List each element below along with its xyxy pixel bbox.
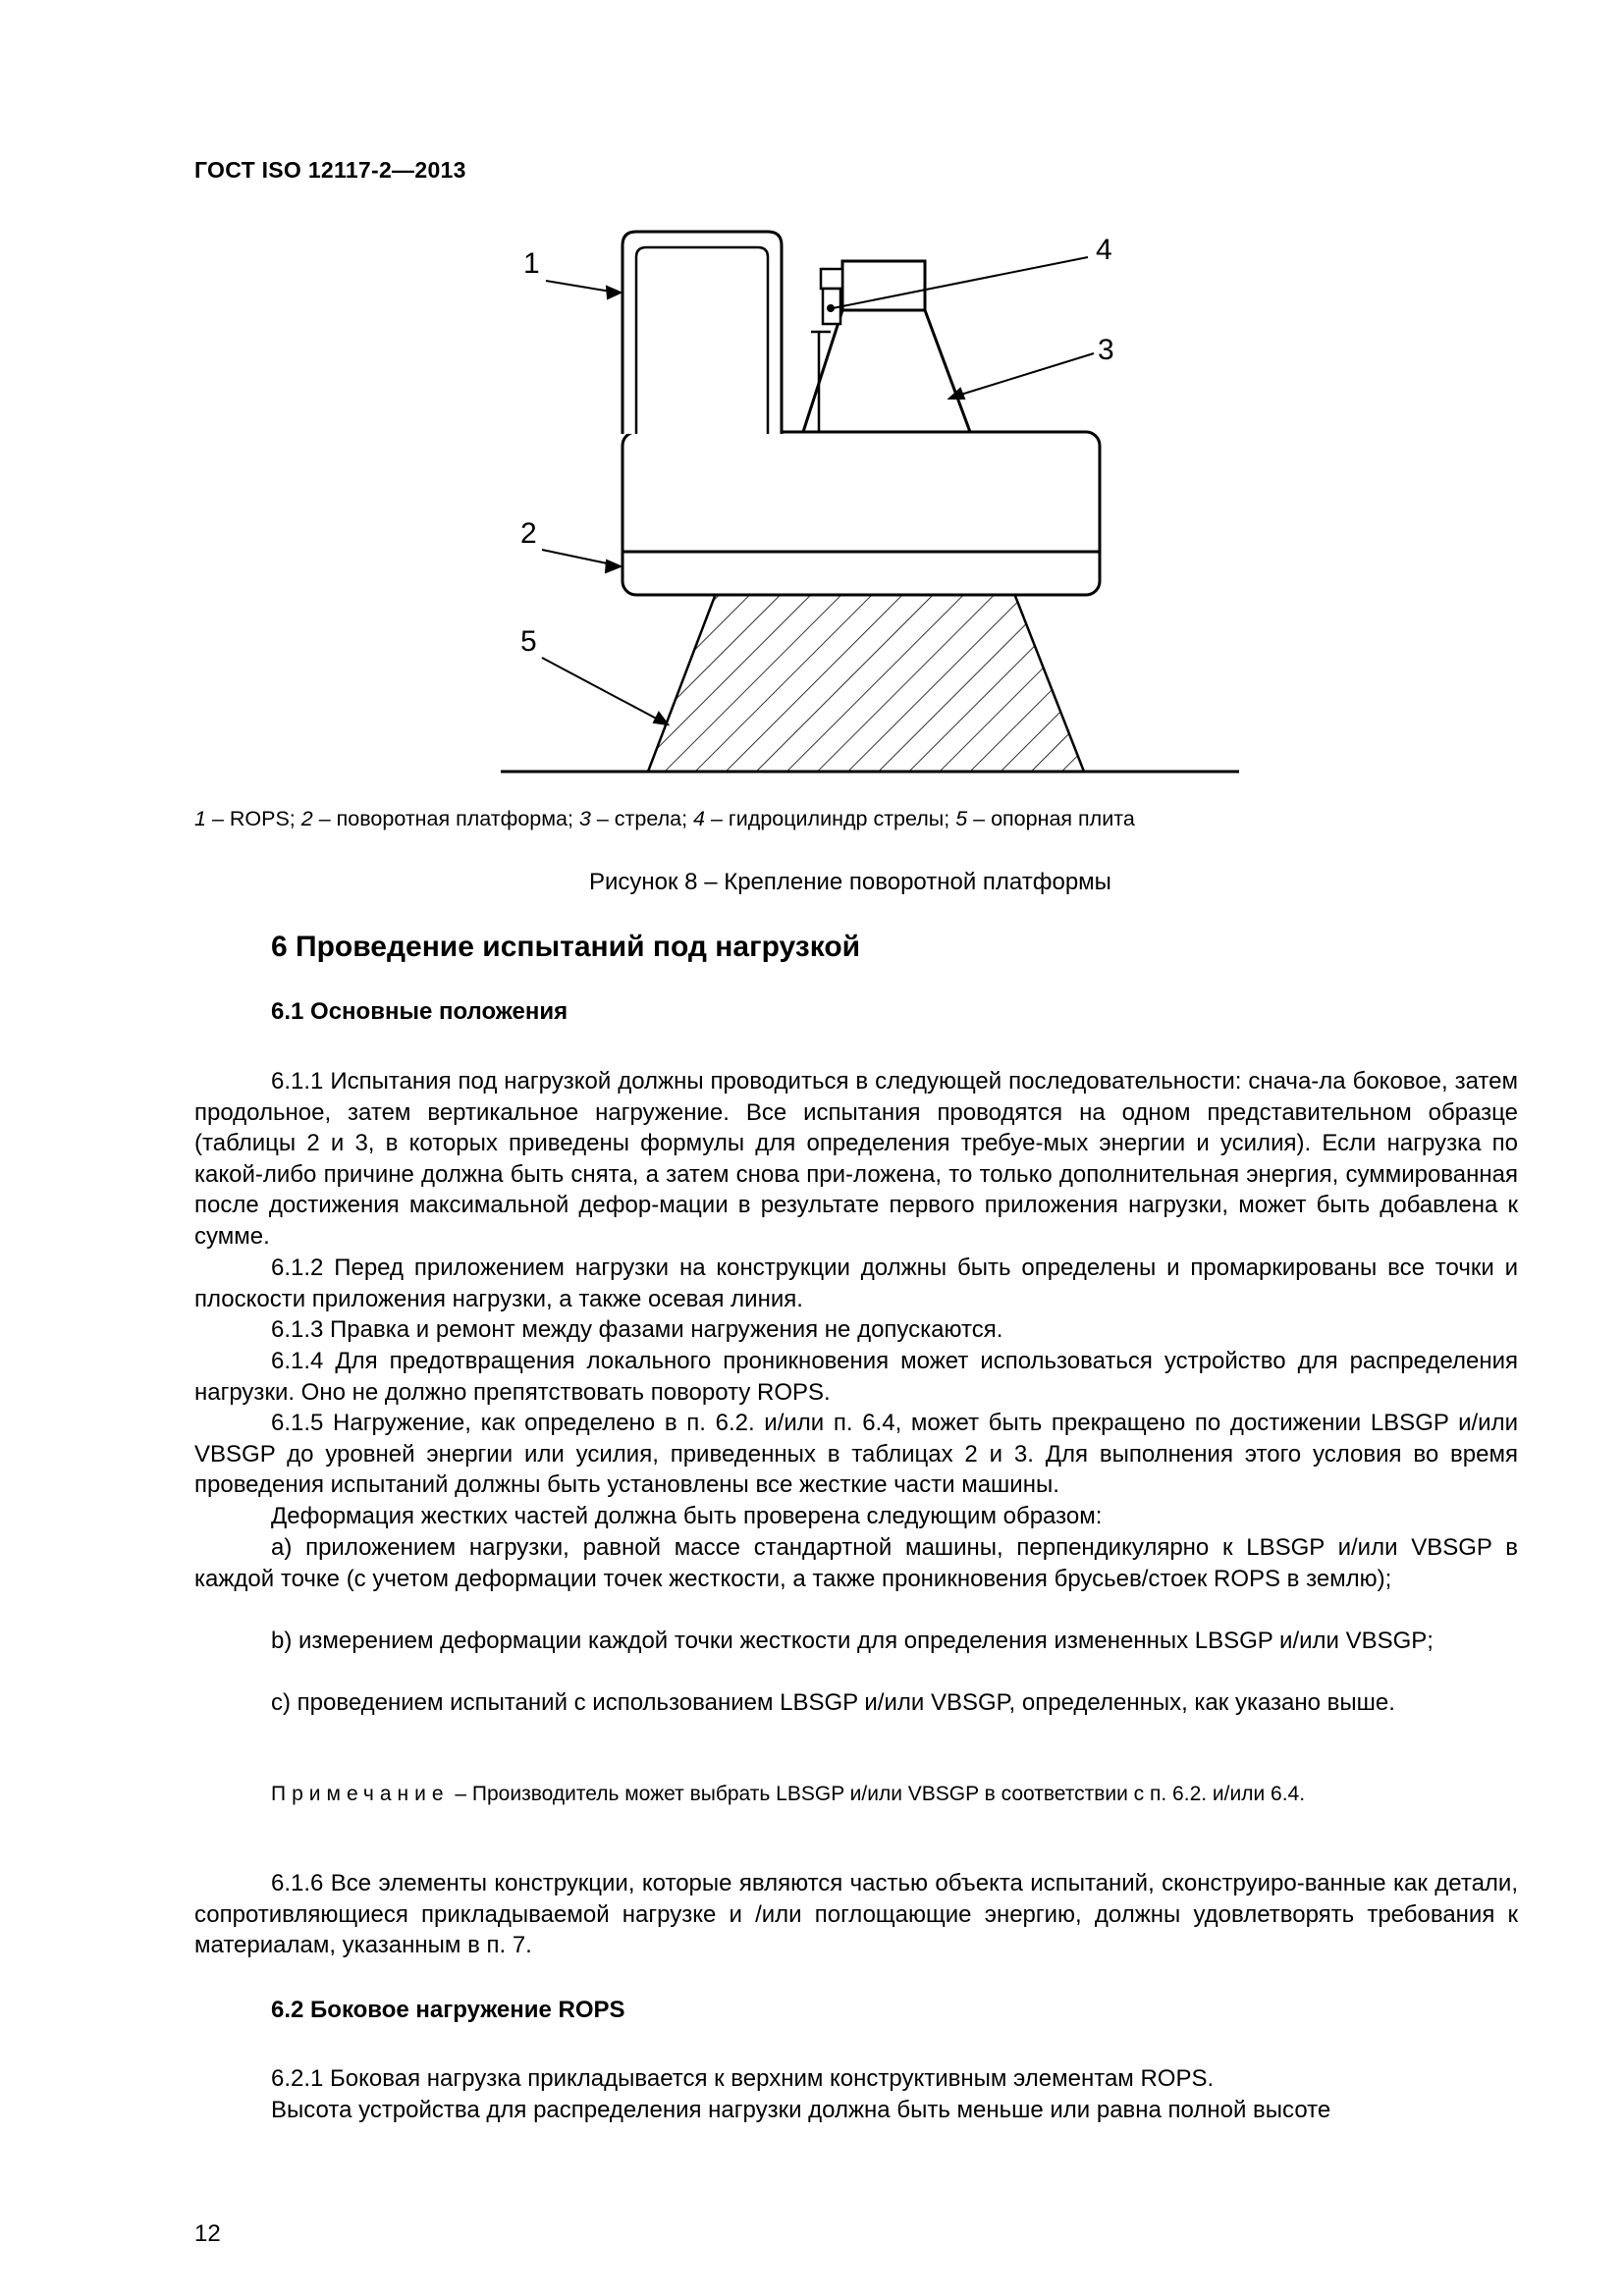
list-item-c: c) проведением испытаний с использованием LBSGP и/или VBSGP, определенных, как указано выше. (271, 1689, 1395, 1716)
paragraph-6-1-1: 6.1.1 Испытания под нагрузкой должны проводиться в следующей последовательности: снача-ла боковое, затем продольное, затем вертикальное нагружение. Все испытания проводятся на одном представительном образце (таблицы 2 и 3, в которых приведены формулы для определения требуе-мых энергии и усилия). Если нагрузка по какой-либо причине должна быть снята, а затем снова при-ложена, то только дополнительная энергия, суммированная после достижения максимальной дефор-мации в результате первого приложения нагрузки, может быть добавлена к сумме. (194, 1068, 1518, 1250)
document-header: ГОСТ ISO 12117-2—2013 (194, 157, 466, 183)
boom (803, 310, 970, 432)
note-text: – Производитель может выбрать LBSGP и/или VBSGP в соответствии с п. 6.2. и/или 6.4. (449, 1783, 1306, 1805)
rops-cab (623, 232, 782, 434)
paragraph-6-1-5: 6.1.5 Нагружение, как определено в п. 6.2. и/или п. 6.4, может быть прекращено по достижении LBSGP и/или VBSGP до уровней энергии или усилия, приведенных в таблицах 2 и 3. Для выполнения этого условия во время проведения испытаний должны быть установлены все жесткие части машины. (194, 1410, 1518, 1498)
callout-2: 2 (520, 517, 537, 550)
callout-3: 3 (1098, 334, 1114, 366)
paragraph-6-2-1-height: Высота устройства для распределения нагрузки должна быть меньше или равна полной высоте (271, 2097, 1331, 2123)
paragraph-6-1-6: 6.1.6 Все элементы конструкции, которые являются частью объекта испытаний, сконструиро-ванные как детали, сопротивляющиеся прикладываемой нагрузке и /или поглощающие энергию, должны удовлетворять требования к материалам, указанным в п. 7. (194, 1870, 1518, 1958)
note (194, 1779, 1518, 1809)
figure-8-diagram (0, 0, 1624, 805)
subsection-6-1-title: 6.1 Основные положения (271, 998, 568, 1025)
boom-cylinder-head (821, 269, 842, 289)
section-6-title: 6 Проведение испытаний под нагрузкой (271, 931, 861, 963)
base-plate (648, 591, 1084, 772)
list-item-a: a) приложением нагрузки, равной массе стандартной машины, перпендикулярно к LBSGP и/или VBSGP в каждой точке (с учетом деформации точек жесткости, а также проникновения брусьев/стоек ROPS в землю); (194, 1534, 1518, 1592)
turntable-platform (623, 432, 1100, 595)
note-label: Примечание (271, 1783, 450, 1805)
callout-1: 1 (523, 247, 540, 280)
callout-4: 4 (1096, 234, 1112, 266)
figure-legend: 1 – ROPS; 2 – поворотная платформа; 3 – стрела; 4 – гидроцилиндр стрелы; 5 – опорная плита (194, 807, 1135, 830)
paragraph-6-1-3: 6.1.3 Правка и ремонт между фазами нагружения не допускаются. (271, 1316, 1003, 1343)
subsection-6-2-title: 6.2 Боковое нагружение ROPS (271, 1997, 625, 2023)
callout-5: 5 (520, 625, 537, 658)
paragraph-6-1-5-deformation: Деформация жестких частей должна быть проверена следующим образом: (271, 1503, 1103, 1529)
paragraph-6-1-4: 6.1.4 Для предотвращения локального проникновения может использоваться устройство для распределения нагрузки. Оно не должно препятствовать повороту ROPS. (194, 1348, 1518, 1406)
page-number: 12 (194, 2220, 221, 2247)
paragraph-6-2-1: 6.2.1 Боковая нагрузка прикладывается к верхним конструктивным элементам ROPS. (271, 2065, 1215, 2092)
figure-caption: Рисунок 8 – Крепление поворотной платформы (589, 869, 1111, 895)
list-item-b: b) измерением деформации каждой точки жесткости для определения измененных LBSGP и/или VBSGP; (271, 1628, 1434, 1654)
paragraph-6-1-2: 6.1.2 Перед приложением нагрузки на конструкции должны быть определены и промаркированы все точки и плоскости приложения нагрузки, а также осевая линия. (194, 1255, 1518, 1312)
